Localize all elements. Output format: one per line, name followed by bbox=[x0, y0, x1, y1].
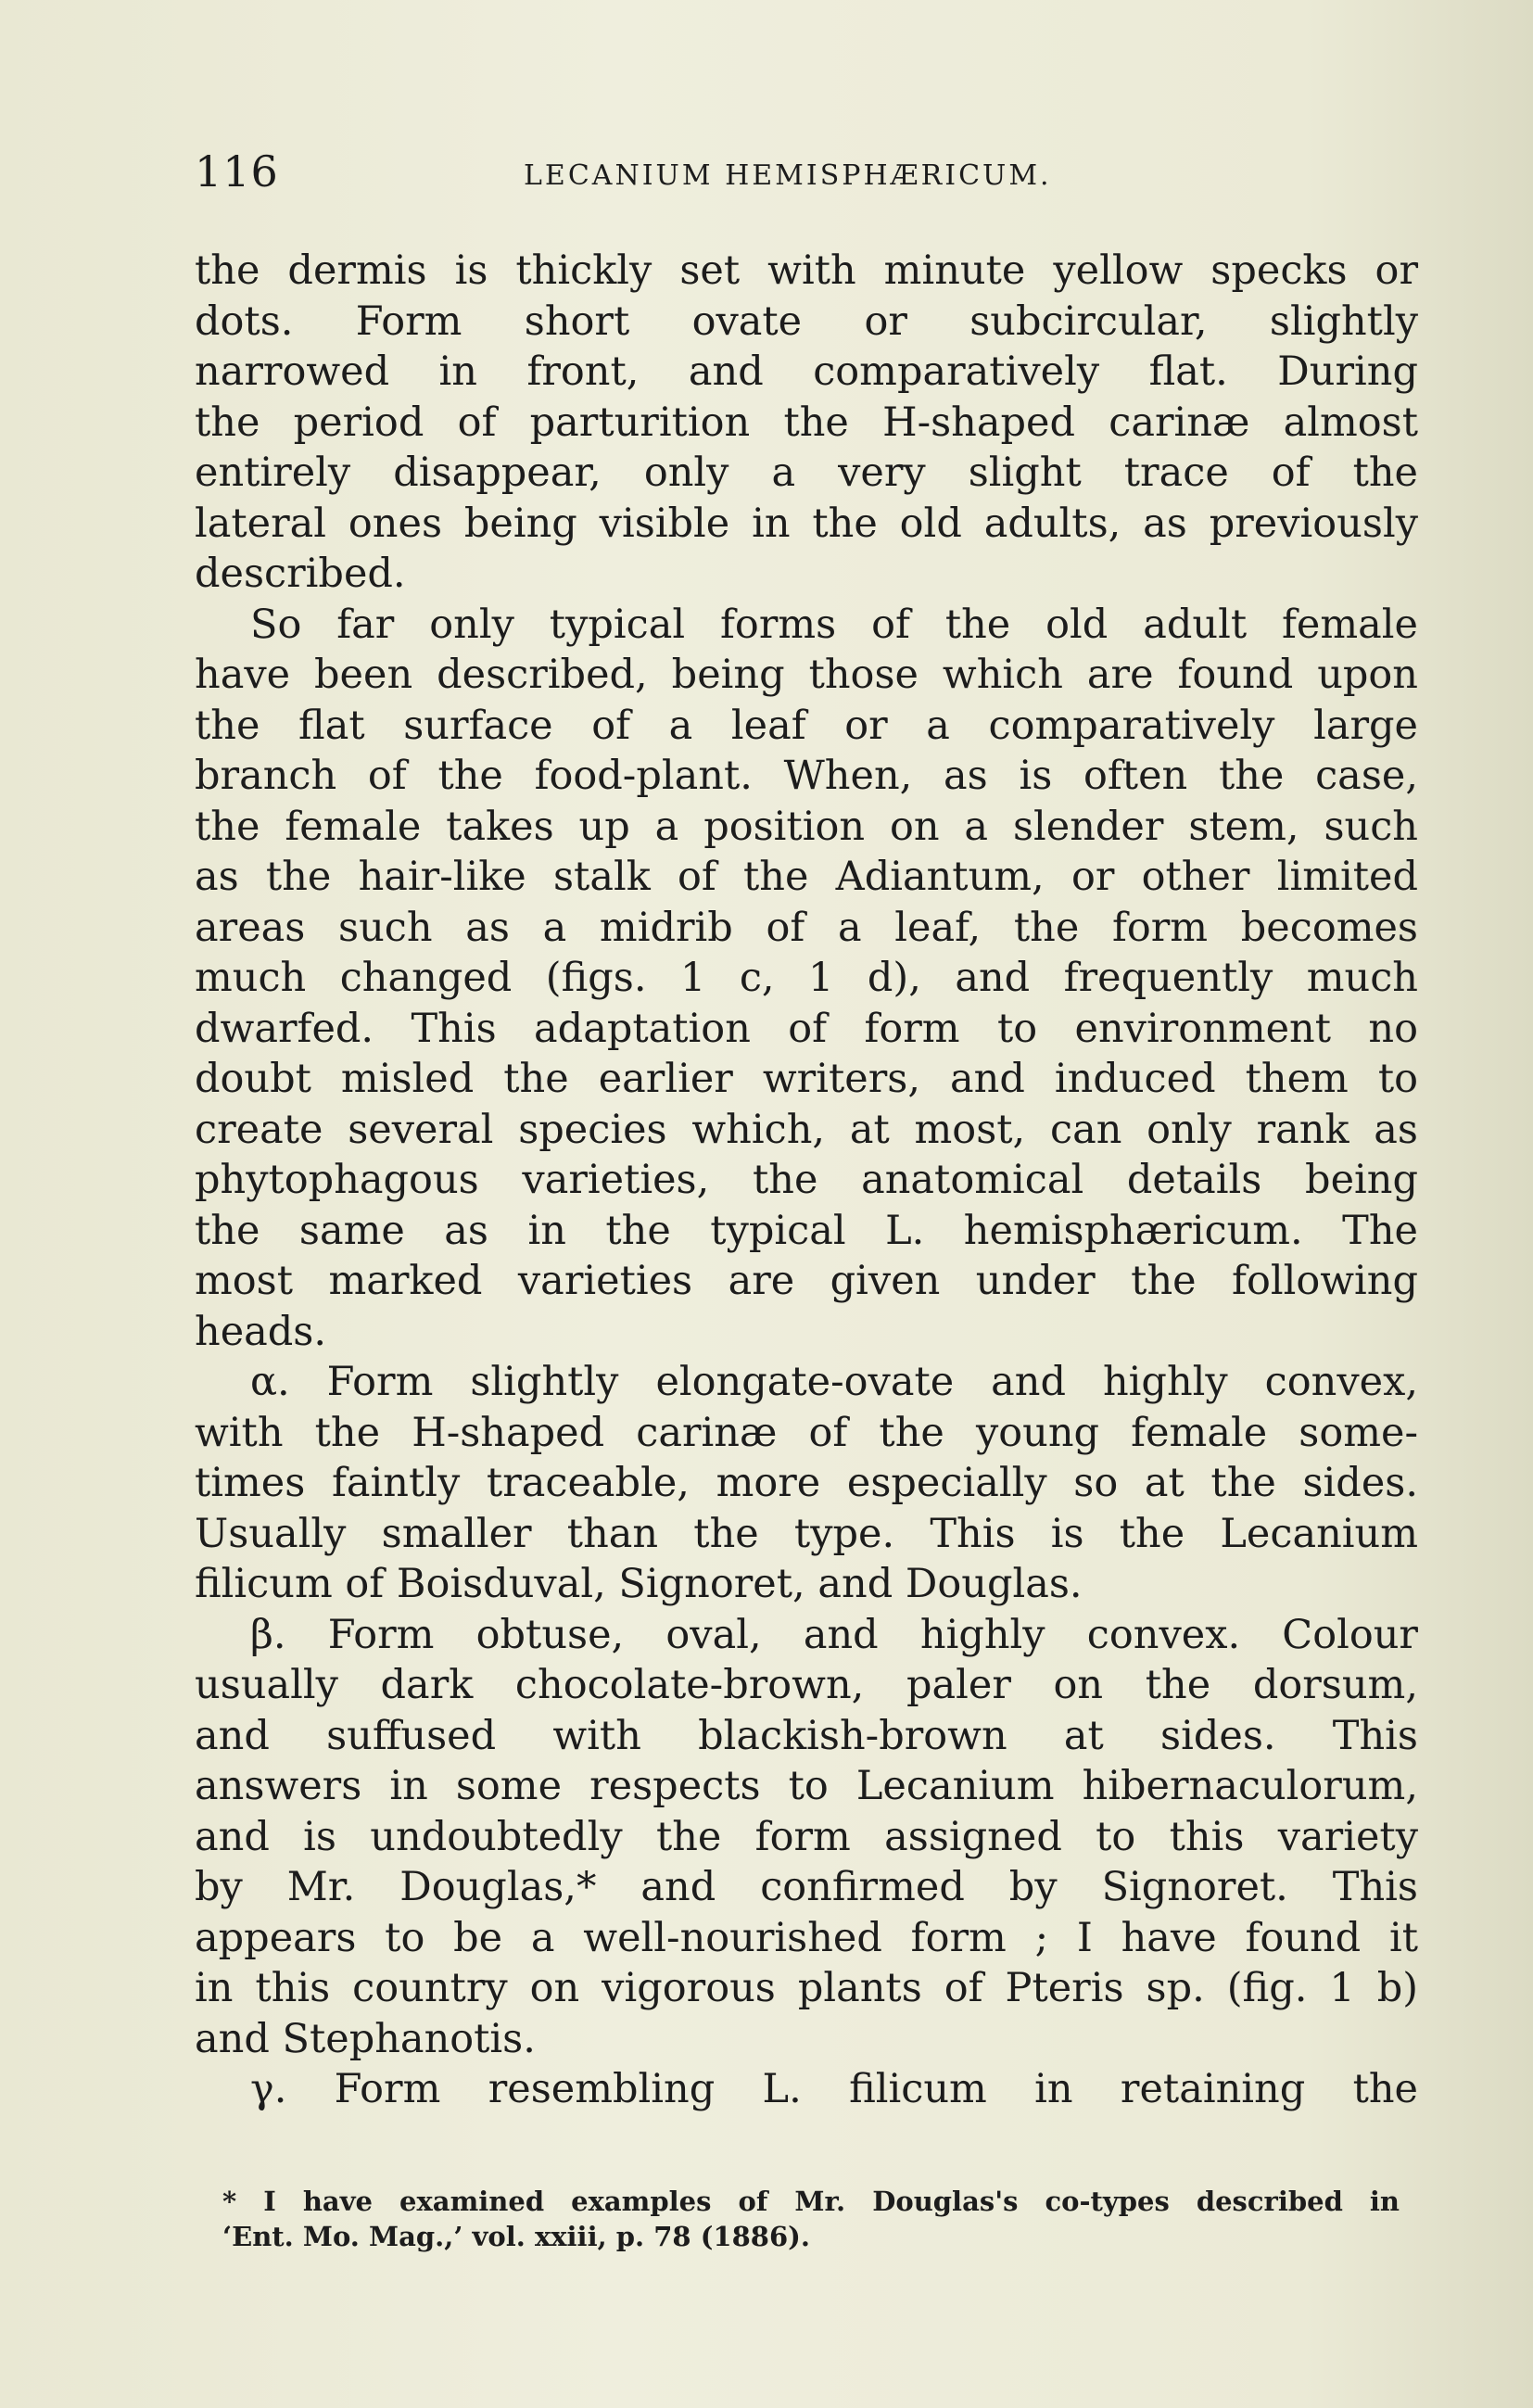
page-number: 116 bbox=[195, 146, 279, 196]
text-line: γ. Form resembling L. filicum in retaining the bbox=[250, 2066, 1418, 2112]
text-line: lateral ones being visible in the old adults, as previously bbox=[195, 500, 1418, 547]
text-line: most marked varieties are given under the following bbox=[195, 1258, 1418, 1304]
footnote-line: * I have examined examples of Mr. Douglas's co-types described in bbox=[222, 2186, 1400, 2217]
text-line: by Mr. Douglas,* and confirmed by Signoret. This bbox=[195, 1864, 1418, 1910]
text-line: α. Form slightly elongate-ovate and highly convex, bbox=[250, 1359, 1418, 1405]
body-text bbox=[195, 246, 1418, 2115]
text-line: described. bbox=[195, 551, 406, 597]
footnote-line: ‘Ent. Mo. Mag.,’ vol. xxiii, p. 78 (1886). bbox=[222, 2221, 810, 2252]
text-line: much changed (figs. 1 c, 1 d), and frequently much bbox=[195, 955, 1418, 1001]
text-line: the flat surface of a leaf or a comparatively large bbox=[195, 702, 1418, 749]
text-line: dots. Form short ovate or subcircular, slightly bbox=[195, 298, 1418, 345]
page-header bbox=[195, 146, 1418, 202]
footnote bbox=[222, 2184, 1400, 2254]
text-line: in this country on vigorous plants of Pteris sp. (fig. 1 b) bbox=[195, 1965, 1418, 2011]
running-head: LECANIUM HEMISPHÆRICUM. bbox=[524, 159, 1052, 192]
text-line: heads. bbox=[195, 1308, 327, 1355]
text-line: and suffused with blackish-brown at sides. This bbox=[195, 1712, 1418, 1759]
text-line: dwarfed. This adaptation of form to environment no bbox=[195, 1005, 1418, 1052]
text-line: usually dark chocolate-brown, paler on the dorsum, bbox=[195, 1662, 1418, 1708]
text-line: create several species which, at most, can only rank as bbox=[195, 1106, 1418, 1153]
text-line: β. Form obtuse, oval, and highly convex. Colour bbox=[250, 1611, 1418, 1658]
text-line: phytophagous varieties, the anatomical details being bbox=[195, 1157, 1418, 1203]
text-line: Usually smaller than the type. This is the Lecanium bbox=[195, 1510, 1418, 1557]
text-line: narrowed in front, and comparatively flat. During bbox=[195, 349, 1418, 395]
text-line: appears to be a well-nourished form ; I have found it bbox=[195, 1914, 1418, 1961]
text-line: have been described, being those which are found upon bbox=[195, 652, 1418, 698]
text-line: So far only typical forms of the old adult female bbox=[250, 601, 1418, 648]
text-line: the period of parturition the H-shaped carinæ almost bbox=[195, 399, 1418, 446]
text-line: times faintly traceable, more especially so at the sides. bbox=[195, 1460, 1418, 1506]
text-line: the dermis is thickly set with minute yellow specks or bbox=[195, 247, 1418, 294]
text-line: and is undoubtedly the form assigned to this variety bbox=[195, 1813, 1418, 1860]
text-line: the female takes up a position on a slender stem, such bbox=[195, 803, 1418, 850]
text-line: entirely disappear, only a very slight trace of the bbox=[195, 450, 1418, 496]
text-line: answers in some respects to Lecanium hibernaculorum, bbox=[195, 1763, 1418, 1809]
text-line: branch of the food-plant. When, as is often the case, bbox=[195, 753, 1418, 799]
text-line: filicum of Boisduval, Signoret, and Douglas. bbox=[195, 1561, 1083, 1607]
text-line: the same as in the typical L. hemisphæricum. The bbox=[195, 1207, 1418, 1254]
text-line: as the hair-like stalk of the Adiantum, or other limited bbox=[195, 854, 1418, 900]
text-line: with the H-shaped carinæ of the young female some- bbox=[195, 1409, 1418, 1456]
text-line: areas such as a midrib of a leaf, the form becomes bbox=[195, 904, 1418, 951]
text-line: doubt misled the earlier writers, and induced them to bbox=[195, 1056, 1418, 1102]
text-line: and Stephanotis. bbox=[195, 2015, 536, 2062]
